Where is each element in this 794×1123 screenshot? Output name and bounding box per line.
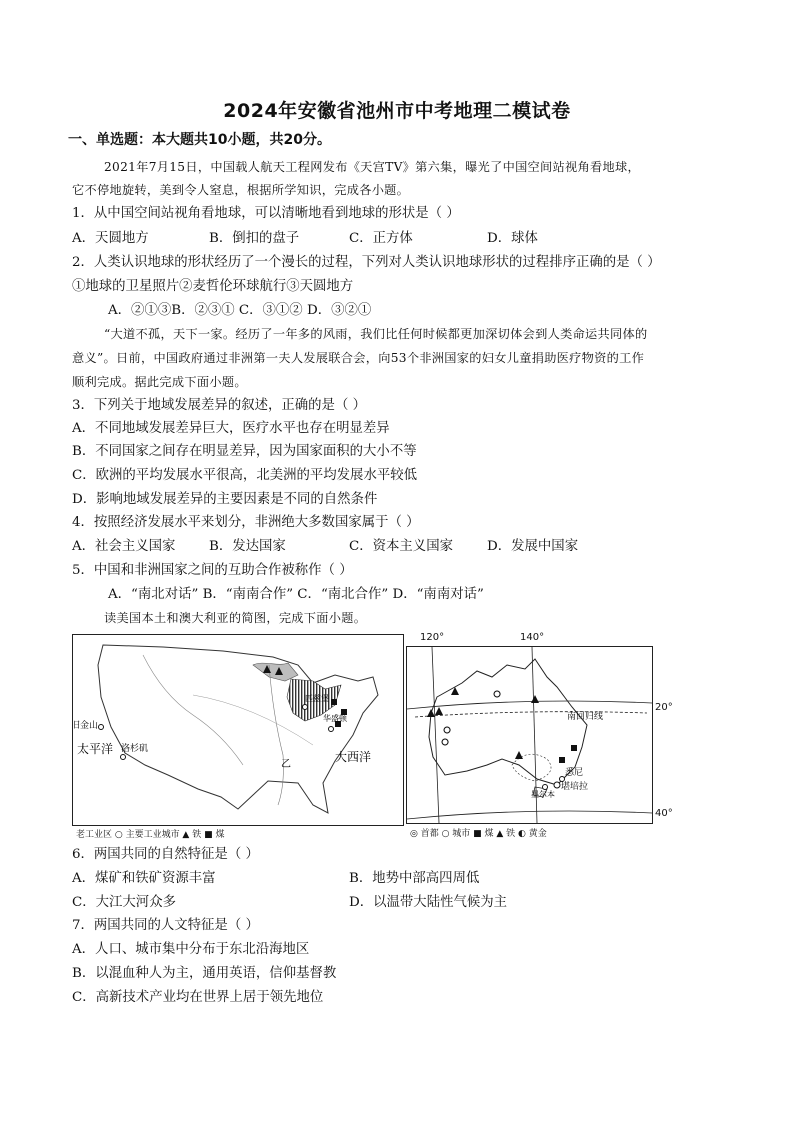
usa-outline bbox=[98, 645, 378, 813]
label-canberra: 堪培拉 bbox=[561, 782, 589, 792]
question-1-option-b[interactable]: B．倒扣的盘子 bbox=[209, 231, 300, 246]
coal-marker-1 bbox=[331, 699, 337, 705]
question-4-option-d[interactable]: D．发展中国家 bbox=[487, 539, 579, 554]
aus-lon-label-140: 140° bbox=[520, 632, 545, 643]
question-6-option-c[interactable]: C．大江大河众多 bbox=[72, 895, 176, 910]
parallel-40 bbox=[407, 811, 652, 819]
aus-gold-2 bbox=[444, 727, 450, 733]
passage-1-line-1: 2021年7月15日，中国载人航天工程网发布《天宫TV》第六集，曝光了中国空间站视角看地球， bbox=[104, 160, 640, 174]
aus-gold-3 bbox=[442, 739, 448, 745]
question-3-stem: 3．下列关于地域发展差异的叙述，正确的是（ ） bbox=[72, 398, 366, 413]
passage-2-line-3: 顺利完成。据此完成下面小题。 bbox=[72, 375, 247, 389]
usa-map-svg bbox=[73, 635, 403, 825]
parallel-20 bbox=[407, 701, 652, 709]
question-5-options[interactable]: A．“南北对话” B．“南南合作” C．“南北合作” D．“南南对话” bbox=[108, 587, 484, 602]
label-pittsburgh: 匹兹堡 bbox=[305, 694, 329, 703]
question-5-stem: 5．中国和非洲国家之间的互助合作被称作（ ） bbox=[72, 563, 353, 578]
aus-lon-label-120: 120° bbox=[420, 632, 445, 643]
label-atlantic-ocean: 大西洋 bbox=[335, 750, 372, 764]
usa-map bbox=[72, 634, 404, 826]
mississippi-river-line bbox=[269, 665, 283, 805]
aus-lat-label-20: 20° bbox=[655, 702, 673, 713]
australia-map-svg bbox=[407, 647, 652, 823]
question-7-option-b[interactable]: B．以混血种人为主，通用英语，信仰基督教 bbox=[72, 966, 337, 981]
city-marker-la bbox=[121, 755, 126, 760]
australia-map bbox=[406, 646, 653, 824]
question-6-option-a[interactable]: A．煤矿和铁矿资源丰富 bbox=[72, 871, 216, 886]
label-washington: 华盛顿 bbox=[323, 714, 347, 723]
aus-iron-3 bbox=[435, 707, 443, 715]
city-marker-2 bbox=[329, 727, 334, 732]
question-3-option-d[interactable]: D．影响地域发展差异的主要因素是不同的自然条件 bbox=[72, 492, 378, 507]
question-6-option-d[interactable]: D．以温带大陆性气候为主 bbox=[349, 895, 508, 910]
australia-outline bbox=[429, 659, 587, 785]
city-marker-sydney bbox=[560, 777, 565, 782]
aus-coal-2 bbox=[559, 757, 565, 763]
city-marker-sf bbox=[99, 725, 104, 730]
question-1-option-a[interactable]: A．天圆地方 bbox=[72, 231, 149, 246]
australia-map-legend: ◎ 首都 ○ 城市 ■ 煤 ▲ 铁 ◐ 黄金 bbox=[410, 829, 547, 839]
question-4-option-b[interactable]: B．发达国家 bbox=[209, 539, 286, 554]
question-4-option-a[interactable]: A．社会主义国家 bbox=[72, 539, 176, 554]
usa-map-legend: 老工业区 ○ 主要工业城市 ▲ 铁 ■ 煤 bbox=[76, 830, 225, 840]
label-tropic: 南回归线 bbox=[567, 712, 604, 722]
tropic-of-capricorn bbox=[415, 712, 647, 717]
question-1-option-d[interactable]: D．球体 bbox=[487, 231, 538, 246]
question-3-option-b[interactable]: B．不同国家之间存在明显差异，因为国家面积的大小不等 bbox=[72, 444, 417, 459]
passage-2-line-1: “大道不孤，天下一家。经历了一年多的风雨，我们比任何时候都更加深切体会到人类命运共同体的 bbox=[104, 327, 648, 341]
aus-iron-4 bbox=[515, 751, 523, 759]
city-marker-melbourne bbox=[543, 785, 548, 790]
capital-marker-canberra bbox=[554, 782, 560, 788]
question-7-option-c[interactable]: C．高新技术产业均在世界上居于领先地位 bbox=[72, 990, 324, 1005]
passage-3: 读美国本土和澳大利亚的简图，完成下面小题。 bbox=[104, 611, 367, 625]
question-1-stem: 1．从中国空间站视角看地球，可以清晰地看到地球的形状是（ ） bbox=[72, 206, 460, 221]
city-marker-1 bbox=[303, 705, 308, 710]
question-1-option-c[interactable]: C．正方体 bbox=[349, 231, 413, 246]
question-6-stem: 6．两国共同的自然特征是（ ） bbox=[72, 847, 259, 862]
question-2-options[interactable]: A．②①③B．②③① C．③①② D．③②① bbox=[108, 303, 372, 318]
aus-gold-1 bbox=[494, 691, 500, 697]
label-pacific-ocean: 太平洋 bbox=[77, 742, 114, 756]
passage-1-line-2: 它不停地旋转，美到令人窒息，根据所学知识，完成各小题。 bbox=[72, 183, 410, 197]
aus-lat-label-40: 40° bbox=[655, 808, 673, 819]
aus-iron-5 bbox=[531, 695, 539, 703]
question-2-items: ①地球的卫星照片②麦哲伦环球航行③天圆地方 bbox=[72, 279, 354, 294]
exam-title: 2024年安徽省池州市中考地理二模试卷 bbox=[223, 100, 571, 122]
label-yi: 乙 bbox=[281, 759, 291, 770]
great-lakes-shape bbox=[253, 663, 298, 681]
question-4-stem: 4．按照经济发展水平来划分，非洲绝大多数国家属于（ ） bbox=[72, 515, 420, 530]
meridian-120 bbox=[432, 647, 439, 823]
question-4-option-c[interactable]: C．资本主义国家 bbox=[349, 539, 453, 554]
label-los-angeles: 洛杉矶 bbox=[121, 744, 149, 754]
aus-coal-1 bbox=[571, 745, 577, 751]
label-sydney: 悉尼 bbox=[565, 768, 584, 778]
question-6-option-b[interactable]: B．地势中部高四周低 bbox=[349, 871, 480, 886]
river-line bbox=[143, 655, 243, 765]
question-3-option-a[interactable]: A．不同地域发展差异巨大，医疗水平也存在明显差异 bbox=[72, 421, 390, 436]
aus-iron-2 bbox=[427, 709, 435, 717]
label-san-francisco: 旧金山 bbox=[73, 721, 99, 731]
question-2-stem: 2．人类认识地球的形状经历了一个漫长的过程，下列对人类认识地球形状的过程排序正确的是（ ） bbox=[72, 255, 661, 270]
question-7-stem: 7．两国共同的人文特征是（ ） bbox=[72, 918, 259, 933]
question-3-option-c[interactable]: C．欧洲的平均发展水平很高，北美洲的平均发展水平较低 bbox=[72, 468, 418, 483]
passage-2-line-2: 意义”。日前，中国政府通过非洲第一夫人发展联合会，向53个非洲国家的妇女儿童捐助医疗物资的工作 bbox=[72, 351, 645, 365]
label-melbourne: 墨尔本 bbox=[531, 790, 555, 799]
section-heading: 一、单选题：本大题共10小题，共20分。 bbox=[68, 132, 331, 148]
question-7-option-a[interactable]: A．人口、城市集中分布于东北沿海地区 bbox=[72, 942, 310, 957]
